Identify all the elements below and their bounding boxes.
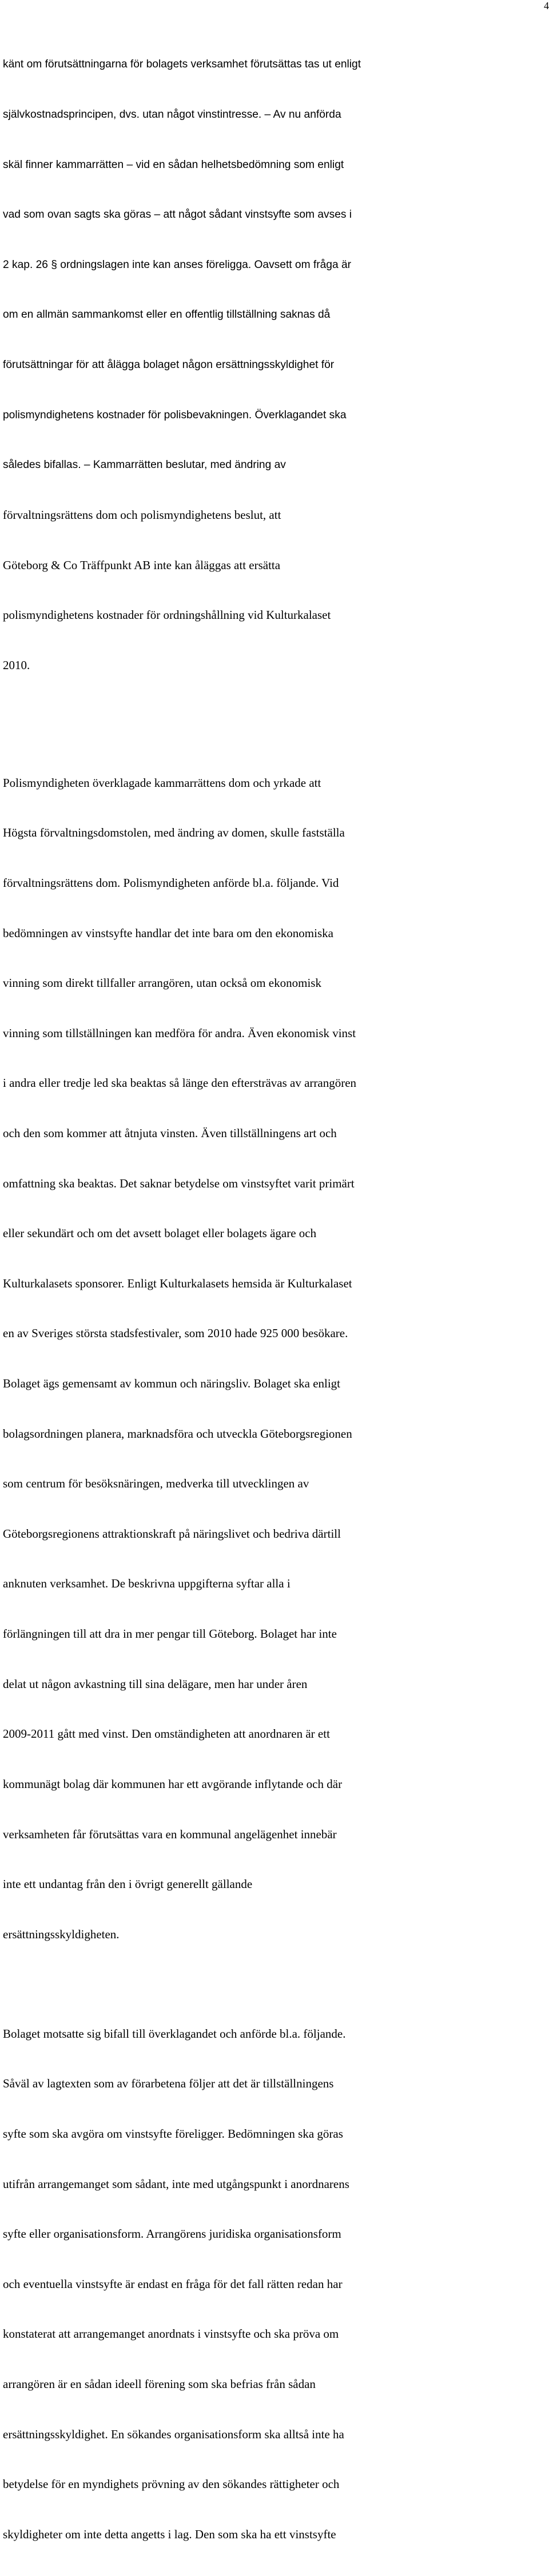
text-line: Högsta förvaltningsdomstolen, med ändring av domen, skulle fastställa <box>3 826 345 840</box>
text-line: och eventuella vinstsyfte är endast en fråga för det fall rätten redan har <box>3 2277 343 2291</box>
text-line: 2010. <box>3 658 30 672</box>
text-line: utifrån arrangemanget som sådant, inte med utgångspunkt i anordnarens <box>3 2177 349 2191</box>
text-line: en av Sveriges största stadsfestivaler, som 2010 hade 925 000 besökare. <box>3 1326 348 1341</box>
text-line: delat ut någon avkastning till sina delägare, men har under åren <box>3 1677 308 1691</box>
text-line: och den som kommer att åtnjuta vinsten. Även tillställningens art och <box>3 1126 337 1140</box>
text-line: ersättningsskyldigheten. <box>3 1927 120 1941</box>
text-line: känt om förutsättningarna för bolagets verksamhet förutsättas tas ut enligt <box>3 58 361 71</box>
text-line: förvaltningsrättens dom och polismyndighetens beslut, att <box>3 507 281 522</box>
text-line: verksamheten får förutsättas vara en kommunal angelägenhet innebär <box>3 1827 337 1841</box>
text-line: polismyndighetens kostnader för polisbevakningen. Överklagandet ska <box>3 409 347 421</box>
text-line: konstaterat att arrangemanget anordnats i vinstsyfte och ska pröva om <box>3 2327 339 2341</box>
text-line: förlängningen till att dra in mer pengar till Göteborg. Bolaget har inte <box>3 1627 337 1641</box>
text-line: förvaltningsrättens dom. Polismyndigheten anförde bl.a. följande. Vid <box>3 875 339 890</box>
text-line: kommunägt bolag där kommunen har ett avgörande inflytande och där <box>3 1777 343 1791</box>
text-line: anknuten verksamhet. De beskrivna uppgifterna syftar alla i <box>3 1577 291 1591</box>
text-line: syfte som ska avgöra om vinstsyfte föreligger. Bedömningen ska göras <box>3 2126 343 2141</box>
text-line: ersättningsskyldighet. En sökandes organisationsform ska alltså inte ha <box>3 2427 344 2441</box>
text-line: omfattning ska beaktas. Det saknar betydelse om vinstsyftet varit primärt <box>3 1176 355 1190</box>
paragraph-2 <box>3 741 546 1976</box>
document-body <box>3 23 546 2576</box>
text-line: Göteborg & Co Träffpunkt AB inte kan åläggas att ersätta <box>3 558 281 572</box>
text-line: arrangören är en sådan ideell förening som ska befrias från sådan <box>3 2377 316 2391</box>
text-line: bedömningen av vinstsyfte handlar det inte bara om den ekonomiska <box>3 926 333 940</box>
text-line: som centrum för besöksnäringen, medverka till utvecklingen av <box>3 1477 309 1491</box>
text-line: vad som ovan sagts ska göras – att något sådant vinstsyfte som avses i <box>3 209 352 221</box>
text-line: Polismyndigheten överklagade kammarrättens dom och yrkade att <box>3 775 321 790</box>
text-line: förutsättningar för att ålägga bolaget någon ersättningsskyldighet för <box>3 359 335 371</box>
text-line: således bifallas. – Kammarrätten beslutar, med ändring av <box>3 459 286 471</box>
text-line: bolagsordningen planera, marknadsföra och utveckla Göteborgsregionen <box>3 1426 352 1441</box>
text-line: inte ett undantag från den i övrigt generellt gällande <box>3 1877 253 1891</box>
text-line: syfte eller organisationsform. Arrangörens juridiska organisationsform <box>3 2227 341 2241</box>
paragraph-3 <box>3 1992 546 2576</box>
text-line: vinning som direkt tillfaller arrangören, utan också om ekonomisk <box>3 976 321 990</box>
text-line: självkostnadsprincipen, dvs. utan något vinstintresse. – Av nu anförda <box>3 109 341 121</box>
page-number: 4 <box>544 0 549 11</box>
text-line: i andra eller tredje led ska beaktas så länge den eftersträvas av arrangören <box>3 1076 357 1090</box>
text-line: vinning som tillställningen kan medföra för andra. Även ekonomisk vinst <box>3 1026 356 1040</box>
text-line: skäl finner kammarrätten – vid en sådan helhetsbedömning som enligt <box>3 158 344 171</box>
text-line: Kulturkalasets sponsorer. Enligt Kulturkalasets hemsida är Kulturkalaset <box>3 1276 352 1290</box>
text-line: Bolaget ägs gemensamt av kommun och näringsliv. Bolaget ska enligt <box>3 1377 341 1391</box>
text-line: 2 kap. 26 § ordningslagen inte kan anses föreligga. Oavsett om fråga är <box>3 258 352 271</box>
paragraph-1 <box>3 23 546 707</box>
text-line: Bolaget motsatte sig bifall till överklagandet och anförde bl.a. följande. <box>3 2026 346 2041</box>
text-line: 2009-2011 gått med vinst. Den omständigheten att anordnaren är ett <box>3 1727 330 1741</box>
text-line: betydelse för en myndighets prövning av den sökandes rättigheter och <box>3 2477 340 2491</box>
text-line: Såväl av lagtexten som av förarbetena följer att det är tillställningens <box>3 2077 334 2091</box>
text-line: skyldigheter om inte detta angetts i lag. Den som ska ha ett vinstsyfte <box>3 2527 336 2541</box>
text-line: eller sekundärt och om det avsett bolaget eller bolagets ägare och <box>3 1226 317 1241</box>
text-line: polismyndighetens kostnader för ordningshållning vid Kulturkalaset <box>3 608 331 622</box>
text-line: Göteborgsregionens attraktionskraft på näringslivet och bedriva därtill <box>3 1526 341 1541</box>
text-line: om en allmän sammankomst eller en offentlig tillställning saknas då <box>3 309 331 321</box>
